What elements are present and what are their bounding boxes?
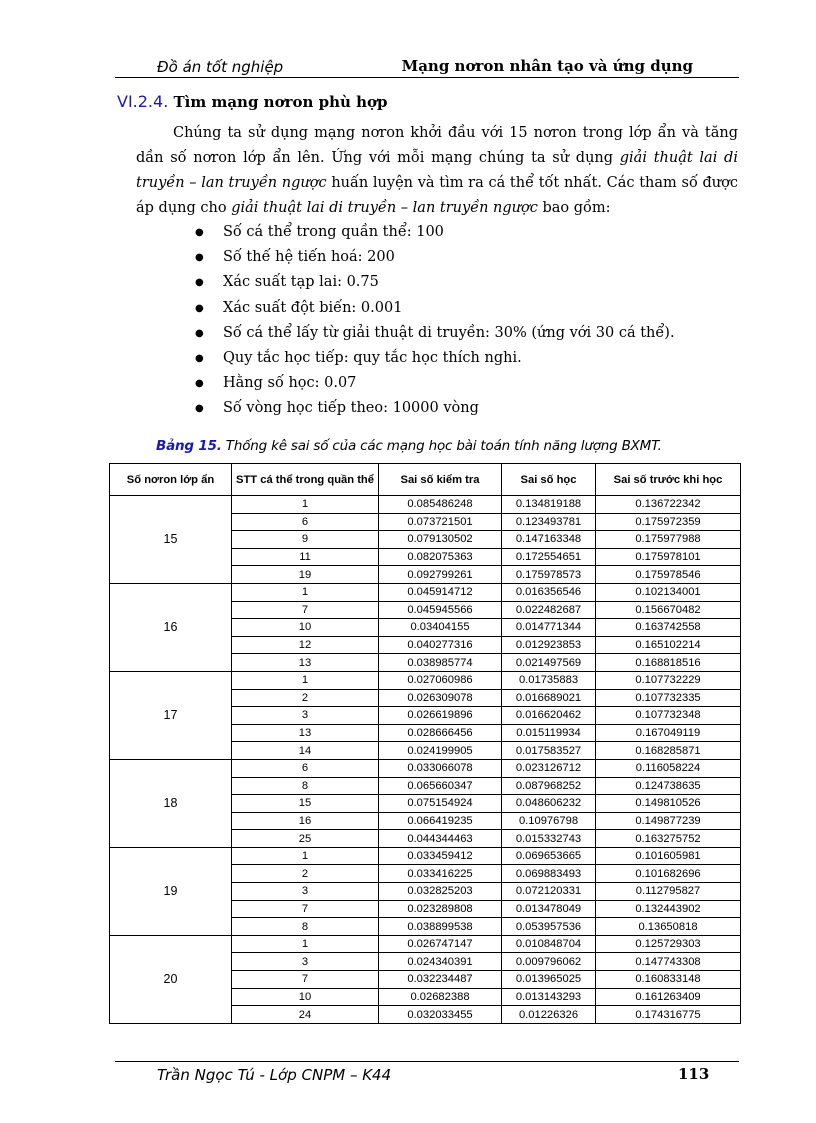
parameter-item: ● Hằng số học: 0.07 xyxy=(195,371,675,396)
header-document-title: Đồ án tốt nghiệp xyxy=(157,58,284,76)
parameter-item: ● Số vòng học tiếp theo: 10000 vòng xyxy=(195,396,675,421)
cell-training-error: 0.017583527 xyxy=(502,742,596,760)
cell-individual-index: 10 xyxy=(232,619,379,637)
cell-individual-index: 1 xyxy=(232,847,379,865)
cell-test-error: 0.082075363 xyxy=(379,548,502,566)
cell-test-error: 0.044344463 xyxy=(379,830,502,848)
cell-individual-index: 1 xyxy=(232,671,379,689)
cell-test-error: 0.092799261 xyxy=(379,566,502,584)
cell-initial-error: 0.165102214 xyxy=(596,636,741,654)
parameter-item: ● Số cá thể trong quần thể: 100 xyxy=(195,220,675,245)
cell-test-error: 0.045914712 xyxy=(379,583,502,601)
cell-initial-error: 0.124738635 xyxy=(596,777,741,795)
paragraph-emphasis-2: giải thuật lai di truyền – lan truyền ngược xyxy=(231,200,538,216)
cell-test-error: 0.024199905 xyxy=(379,742,502,760)
table-row xyxy=(110,935,741,953)
column-header-test-error: Sai số kiểm tra xyxy=(379,464,502,496)
table-caption-label: Bảng 15. xyxy=(156,438,222,454)
table-row xyxy=(110,759,741,777)
cell-training-error: 0.012923853 xyxy=(502,636,596,654)
cell-training-error: 0.172554651 xyxy=(502,548,596,566)
cell-initial-error: 0.156670482 xyxy=(596,601,741,619)
cell-training-error: 0.01226326 xyxy=(502,1006,596,1024)
cell-individual-index: 16 xyxy=(232,812,379,830)
cell-initial-error: 0.107732348 xyxy=(596,707,741,725)
cell-initial-error: 0.163275752 xyxy=(596,830,741,848)
cell-initial-error: 0.101682696 xyxy=(596,865,741,883)
cell-individual-index: 2 xyxy=(232,865,379,883)
table-row xyxy=(110,496,741,514)
cell-test-error: 0.033416225 xyxy=(379,865,502,883)
parameter-item: ● Xác suất đột biến: 0.001 xyxy=(195,296,675,321)
cell-training-error: 0.010848704 xyxy=(502,935,596,953)
cell-neuron-count: 19 xyxy=(110,847,232,935)
parameter-item: ● Xác suất tạp lai: 0.75 xyxy=(195,270,675,295)
page-number: 113 xyxy=(678,1065,710,1083)
cell-test-error: 0.024340391 xyxy=(379,953,502,971)
cell-training-error: 0.069653665 xyxy=(502,847,596,865)
cell-training-error: 0.147163348 xyxy=(502,531,596,549)
cell-test-error: 0.073721501 xyxy=(379,513,502,531)
cell-training-error: 0.022482687 xyxy=(502,601,596,619)
cell-training-error: 0.175978573 xyxy=(502,566,596,584)
paragraph-text-3: bao gồm: xyxy=(537,200,611,216)
cell-training-error: 0.072120331 xyxy=(502,883,596,901)
cell-initial-error: 0.168818516 xyxy=(596,654,741,672)
column-header-training-error: Sai số học xyxy=(502,464,596,496)
cell-training-error: 0.013143293 xyxy=(502,988,596,1006)
cell-initial-error: 0.136722342 xyxy=(596,496,741,514)
table-body xyxy=(110,496,741,1024)
cell-initial-error: 0.116058224 xyxy=(596,759,741,777)
body-paragraph xyxy=(136,121,738,221)
cell-training-error: 0.016620462 xyxy=(502,707,596,725)
cell-initial-error: 0.175977988 xyxy=(596,531,741,549)
cell-initial-error: 0.163742558 xyxy=(596,619,741,637)
cell-training-error: 0.014771344 xyxy=(502,619,596,637)
cell-training-error: 0.023126712 xyxy=(502,759,596,777)
cell-individual-index: 1 xyxy=(232,935,379,953)
cell-test-error: 0.032825203 xyxy=(379,883,502,901)
section-number: VI.2.4. xyxy=(117,92,169,111)
cell-training-error: 0.013965025 xyxy=(502,971,596,989)
parameter-item: ● Quy tắc học tiếp: quy tắc học thích nghi. xyxy=(195,346,675,371)
cell-individual-index: 1 xyxy=(232,583,379,601)
cell-training-error: 0.015332743 xyxy=(502,830,596,848)
cell-test-error: 0.026747147 xyxy=(379,935,502,953)
cell-initial-error: 0.149877239 xyxy=(596,812,741,830)
cell-individual-index: 3 xyxy=(232,707,379,725)
table-row xyxy=(110,671,741,689)
cell-individual-index: 14 xyxy=(232,742,379,760)
cell-individual-index: 7 xyxy=(232,601,379,619)
section-title: Tìm mạng nơron phù hợp xyxy=(173,93,388,111)
cell-initial-error: 0.132443902 xyxy=(596,900,741,918)
cell-test-error: 0.038985774 xyxy=(379,654,502,672)
section-heading xyxy=(117,92,388,111)
parameter-item: ● Số cá thể lấy từ giải thuật di truyền: 30% (ứng với 30 cá thể). xyxy=(195,321,675,346)
cell-initial-error: 0.175978546 xyxy=(596,566,741,584)
cell-training-error: 0.021497569 xyxy=(502,654,596,672)
cell-individual-index: 3 xyxy=(232,883,379,901)
cell-test-error: 0.033459412 xyxy=(379,847,502,865)
cell-test-error: 0.085486248 xyxy=(379,496,502,514)
cell-training-error: 0.016689021 xyxy=(502,689,596,707)
cell-individual-index: 6 xyxy=(232,513,379,531)
cell-neuron-count: 16 xyxy=(110,583,232,671)
cell-training-error: 0.053957536 xyxy=(502,918,596,936)
cell-initial-error: 0.149810526 xyxy=(596,795,741,813)
cell-initial-error: 0.147743308 xyxy=(596,953,741,971)
cell-training-error: 0.134819188 xyxy=(502,496,596,514)
table-caption xyxy=(156,438,662,454)
cell-individual-index: 25 xyxy=(232,830,379,848)
cell-neuron-count: 20 xyxy=(110,935,232,1023)
cell-individual-index: 13 xyxy=(232,654,379,672)
cell-test-error: 0.026619896 xyxy=(379,707,502,725)
cell-initial-error: 0.160833148 xyxy=(596,971,741,989)
cell-initial-error: 0.107732229 xyxy=(596,671,741,689)
cell-test-error: 0.079130502 xyxy=(379,531,502,549)
cell-training-error: 0.015119934 xyxy=(502,724,596,742)
column-header-initial-error: Sai số trước khi học xyxy=(596,464,741,496)
cell-test-error: 0.03404155 xyxy=(379,619,502,637)
cell-test-error: 0.075154924 xyxy=(379,795,502,813)
cell-test-error: 0.026309078 xyxy=(379,689,502,707)
cell-initial-error: 0.112795827 xyxy=(596,883,741,901)
cell-individual-index: 7 xyxy=(232,900,379,918)
table-row xyxy=(110,583,741,601)
cell-individual-index: 2 xyxy=(232,689,379,707)
cell-individual-index: 8 xyxy=(232,918,379,936)
cell-initial-error: 0.13650818 xyxy=(596,918,741,936)
cell-initial-error: 0.168285871 xyxy=(596,742,741,760)
cell-test-error: 0.066419235 xyxy=(379,812,502,830)
cell-individual-index: 13 xyxy=(232,724,379,742)
cell-initial-error: 0.161263409 xyxy=(596,988,741,1006)
cell-individual-index: 3 xyxy=(232,953,379,971)
cell-individual-index: 24 xyxy=(232,1006,379,1024)
cell-individual-index: 8 xyxy=(232,777,379,795)
cell-individual-index: 15 xyxy=(232,795,379,813)
cell-training-error: 0.123493781 xyxy=(502,513,596,531)
cell-training-error: 0.016356546 xyxy=(502,583,596,601)
cell-test-error: 0.032033455 xyxy=(379,1006,502,1024)
table-caption-text: Thống kê sai số của các mạng học bài toán tính năng lượng BXMT. xyxy=(221,438,662,454)
cell-initial-error: 0.102134001 xyxy=(596,583,741,601)
header-chapter-title: Mạng nơron nhân tạo và ứng dụng xyxy=(401,57,693,75)
paragraph-text-2: huấn luyện và tìm ra cá thể tốt nhất. Các tham số được áp dụng cho xyxy=(136,175,738,216)
cell-test-error: 0.045945566 xyxy=(379,601,502,619)
column-header-neurons: Số nơron lớp ẩn xyxy=(110,464,232,496)
cell-test-error: 0.038899538 xyxy=(379,918,502,936)
cell-individual-index: 7 xyxy=(232,971,379,989)
paragraph-emphasis-1: giải thuật lai di truyền – lan truyền ngược xyxy=(136,150,738,191)
parameter-list xyxy=(195,220,675,422)
cell-individual-index: 6 xyxy=(232,759,379,777)
cell-test-error: 0.023289808 xyxy=(379,900,502,918)
cell-training-error: 0.009796062 xyxy=(502,953,596,971)
cell-individual-index: 9 xyxy=(232,531,379,549)
parameter-item: ● Số thế hệ tiến hoá: 200 xyxy=(195,245,675,270)
cell-initial-error: 0.125729303 xyxy=(596,935,741,953)
cell-initial-error: 0.175972359 xyxy=(596,513,741,531)
cell-individual-index: 11 xyxy=(232,548,379,566)
cell-test-error: 0.040277316 xyxy=(379,636,502,654)
footer-divider xyxy=(115,1061,739,1062)
cell-training-error: 0.10976798 xyxy=(502,812,596,830)
column-header-individual: STT cá thể trong quần thể xyxy=(232,464,379,496)
cell-test-error: 0.065660347 xyxy=(379,777,502,795)
cell-individual-index: 10 xyxy=(232,988,379,1006)
cell-neuron-count: 17 xyxy=(110,671,232,759)
cell-training-error: 0.048606232 xyxy=(502,795,596,813)
header-divider xyxy=(115,77,739,78)
cell-neuron-count: 18 xyxy=(110,759,232,847)
cell-initial-error: 0.101605981 xyxy=(596,847,741,865)
paragraph-text-1: Chúng ta sử dụng mạng nơron khởi đầu với 15 nơron trong lớp ẩn và tăng dần số nơron lớp ẩn lên. Ứng với mỗi mạng chúng ta sử dụng xyxy=(136,125,738,166)
cell-training-error: 0.01735883 xyxy=(502,671,596,689)
error-statistics-table xyxy=(109,463,741,1024)
cell-initial-error: 0.167049119 xyxy=(596,724,741,742)
cell-training-error: 0.087968252 xyxy=(502,777,596,795)
cell-training-error: 0.013478049 xyxy=(502,900,596,918)
cell-test-error: 0.027060986 xyxy=(379,671,502,689)
cell-test-error: 0.032234487 xyxy=(379,971,502,989)
cell-test-error: 0.02682388 xyxy=(379,988,502,1006)
cell-initial-error: 0.174316775 xyxy=(596,1006,741,1024)
cell-initial-error: 0.107732335 xyxy=(596,689,741,707)
cell-individual-index: 12 xyxy=(232,636,379,654)
cell-individual-index: 19 xyxy=(232,566,379,584)
cell-test-error: 0.033066078 xyxy=(379,759,502,777)
table-row xyxy=(110,847,741,865)
cell-initial-error: 0.175978101 xyxy=(596,548,741,566)
table-header-row xyxy=(110,464,741,496)
footer-author: Trần Ngọc Tú - Lớp CNPM – K44 xyxy=(157,1066,392,1084)
cell-individual-index: 1 xyxy=(232,496,379,514)
cell-test-error: 0.028666456 xyxy=(379,724,502,742)
cell-neuron-count: 15 xyxy=(110,496,232,584)
cell-training-error: 0.069883493 xyxy=(502,865,596,883)
